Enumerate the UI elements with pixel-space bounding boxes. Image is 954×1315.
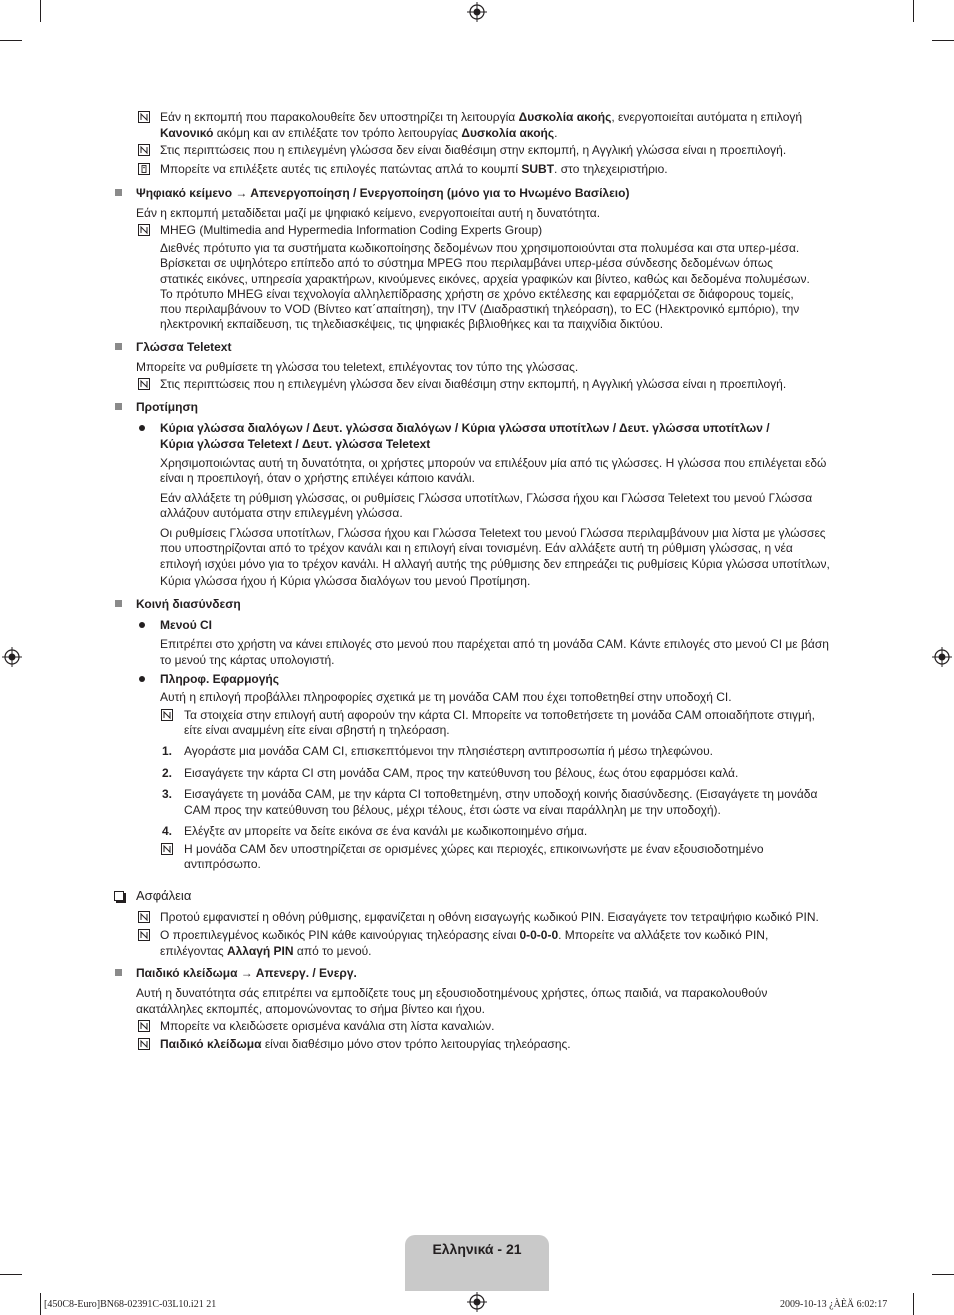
section-heading: Προτίμηση [136, 400, 198, 414]
text-line: Η μονάδα CAM δεν υποστηρίζεται σε ορισμένες χώρες και περιοχές, επικοινωνήστε με έναν εξουσιοδοτημένο [184, 842, 764, 856]
text-line: που υποστηρίζονται από το τρέχον κανάλι και η επιλογή είναι τονισμένη. Εάν αλλάξετε αυτή τη ρύθμιση γλώσσας, η νέα [160, 541, 793, 555]
crop-mark [0, 1274, 22, 1275]
text-line: Αυτή η επιλογή προβάλλει πληροφορίες σχετικά με τη μονάδα CAM που έχει τοποθετηθεί στην υποδοχή CI. [160, 690, 732, 704]
square-bullet [115, 189, 122, 196]
crop-mark [913, 1293, 914, 1315]
round-bullet [139, 425, 145, 431]
crop-mark [932, 40, 954, 41]
note-icon [161, 843, 173, 855]
text-line: Εάν αλλάξετε τη ρύθμιση γλώσσας, οι ρυθμίσεις Γλώσσα υποτίτλων, Γλώσσα ήχου και Γλώσσα Teletext του μενού Γλώσσα [160, 491, 813, 505]
text-line: επιλογή ισχύει μόνο για το τρέχον κανάλι. Η αλλαγή αυτής της ρύθμισης δεν επηρεάζει τις ρυθμίσεις Κύρια γλώσσα υποτίτλων, [160, 557, 830, 571]
text-line: αλλάζουν αυτόματα στην επιλεγμένη γλώσσα. [160, 506, 403, 520]
square-bullet [115, 403, 122, 410]
note-icon [138, 1038, 150, 1050]
text-line: το μενού της κάρτας υπολογιστή. [160, 653, 335, 667]
step-number: 1. [162, 744, 173, 758]
text-line: Μπορείτε να ρυθμίσετε τη γλώσσα του teletext, επιλέγοντας τον τύπο της γλώσσας. [136, 360, 579, 374]
text-line: που περιλαμβάνουν το VOD (Βίντεο κατ΄απαίτηση), την ITV (Διαδραστική τηλεόραση), το EC (Ηλεκτρονικό εμπόριο), την [160, 302, 800, 316]
section-heading: Κοινή διασύνδεση [136, 597, 241, 611]
crop-mark [40, 1293, 41, 1315]
text-line: MHEG (Multimedia and Hypermedia Information Coding Experts Group) [160, 223, 543, 237]
note-icon [138, 224, 150, 236]
registration-mark-icon [467, 2, 487, 22]
round-bullet [139, 622, 145, 628]
section-title: Ασφάλεια [136, 888, 192, 903]
square-bullet [115, 969, 122, 976]
text-line: Πληροφ. Εφαρμογής [160, 672, 279, 686]
text-line: Μενού CI [160, 618, 213, 632]
text-line: Εισαγάγετε την κάρτα CI στη μονάδα CAM, προς την κατεύθυνση του βέλους, έως ότου εφαρμόσει καλά. [184, 766, 739, 780]
registration-mark-icon [467, 1292, 487, 1312]
text-line: αντιπρόσωπο. [184, 857, 261, 871]
text-line: Οι ρυθμίσεις Γλώσσα υποτίτλων, Γλώσσα ήχου και Γλώσσα Teletext του μενού Γλώσσα περιλαμβάνουν μια λίστα με γλώσσες [160, 526, 826, 540]
text-line: Κανονικό ακόμη και αν επιλέξατε τον τρόπο λειτουργίας Δυσκολία ακοής. [160, 126, 558, 140]
registration-mark-icon [2, 647, 22, 667]
step-number: 4. [162, 824, 173, 838]
text-line: ηλεκτρονική εκπαίδευση, τις τηλεδιασκέψεις, τις ψηφιακές βιβλιοθήκες και τα παιχνίδια δικτύου. [160, 317, 664, 331]
file-info: [450C8-Euro]BN68-02391C-03L10.i21 21 [44, 1299, 217, 1310]
note-icon [138, 929, 150, 941]
section-checkbox-icon [114, 891, 124, 901]
section-heading: Γλώσσα Teletext [136, 340, 232, 354]
note-icon [138, 378, 150, 390]
square-bullet [115, 343, 122, 350]
crop-mark [932, 1274, 954, 1275]
page-number-label: Ελληνικά - 21 [432, 1241, 522, 1257]
section-heading: Παιδικό κλείδωμα → Απενεργ. / Ενεργ. [136, 966, 357, 980]
text-line: Μπορείτε να κλειδώσετε ορισμένα κανάλια στη λίστα καναλιών. [160, 1019, 495, 1033]
text-line: Εάν η εκπομπή που παρακολουθείτε δεν υποστηρίζει τη λειτουργία Δυσκολία ακοής, ενεργοποιείται αυτόματα η επιλογή [160, 110, 803, 124]
section-heading: Ψηφιακό κείμενο → Απενεργοποίηση / Ενεργοποίηση (μόνο για το Ηνωμένο Βασίλειο) [136, 186, 630, 200]
note-icon [138, 911, 150, 923]
text-line: Αγοράστε μια μονάδα CAM CI, επισκεπτόμενοι την πλησιέστερη αντιπροσωπία ή μέσω τηλεφώνου. [184, 744, 713, 758]
crop-mark [913, 0, 914, 22]
text-line: Χρησιμοποιώντας αυτή τη δυνατότητα, οι χρήστες μπορούν να επιλέξουν μία από τις γλώσσες. Η γλώσσα που επιλέγεται εδώ [160, 456, 827, 470]
text-line: Επιτρέπει στο χρήστη να κάνει επιλογές στο μενού που παρέχεται από τη μονάδα CAM. Κάντε επιλογές στο μενού CI με βάση [160, 637, 829, 651]
text-line: Κύρια γλώσσα διαλόγων / Δευτ. γλώσσα διαλόγων / Κύρια γλώσσα υποτίτλων / Δευτ. γλώσσα υποτίτλων / [160, 421, 770, 435]
text-line: Κύρια γλώσσα ήχου ή Κύρια γλώσσα διαλόγων του μενού Προτίμηση. [160, 574, 531, 588]
text-line: επιλέγοντας Αλλαγή PIN από το μενού. [160, 944, 372, 958]
text-line: Κύρια γλώσσα Teletext / Δευτ. γλώσσα Teletext [160, 437, 431, 451]
text-line: Αυτή η δυνατότητα σάς επιτρέπει να εμποδίζετε τους μη εξουσιοδοτημένους χρήστες, όπως παιδιά, να παρακολουθούν [136, 986, 768, 1000]
text-line: Παιδικό κλείδωμα είναι διαθέσιμο μόνο στον τρόπο λειτουργίας τηλεόρασης. [160, 1037, 571, 1051]
text-line: Προτού εμφανιστεί η οθόνη ρύθμισης, εμφανίζεται η οθόνη εισαγωγής κωδικού PIN. Εισαγάγετε τον τετραψήφιο κωδικό PIN. [160, 910, 819, 924]
note-icon [138, 1020, 150, 1032]
text-line: είναι η προεπιλογή, όταν ο χρήστης επιλέγει κάποιο κανάλι. [160, 471, 475, 485]
text-line: CAM προς την κατεύθυνση του βέλους, μέχρι τέλους, έτσι ώστε να είναι παράλληλη με την υποδοχή). [184, 803, 721, 817]
text-line: είτε είναι αναμμένη είτε είναι σβηστή η τηλεόραση. [184, 723, 450, 737]
crop-mark [0, 40, 22, 41]
text-line: Βρίσκεται σε υψηλότερο επίπεδο από το σύστημα MPEG που περιλαμβάνει υπερ-μέσα σύνδεσης δεδομένων όπως [160, 256, 773, 270]
text-line: Στις περιπτώσεις που η επιλεγμένη γλώσσα δεν είναι διαθέσιμη στην εκπομπή, η Αγγλική γλώσσα είναι η προεπιλογή. [160, 377, 787, 391]
text-line: Ο προεπιλεγμένος κωδικός PIN κάθε καινούργιας τηλεόρασης είναι 0-0-0-0. Μπορείτε να αλλάξετε τον κωδικό PIN, [160, 928, 769, 942]
print-timestamp: 2009-10-13 ¿ÀÈÄ 6:02:17 [780, 1299, 888, 1310]
note-icon [138, 144, 150, 156]
text-line: Διεθνές πρότυπο για τα συστήματα κωδικοποίησης δεδομένων που χρησιμοποιούνται στα πολυμέσα και στα υπερ-μέσα. [160, 241, 800, 255]
text-line: Μπορείτε να επιλέξετε αυτές τις επιλογές πατώντας απλά το κουμπί SUBT. στο τηλεχειριστήριο. [160, 162, 668, 176]
remote-icon [138, 163, 150, 175]
registration-mark-icon [932, 647, 952, 667]
text-line: Εισαγάγετε τη μονάδα CAM, με την κάρτα CI τοποθετημένη, στην υποδοχή κοινής διασύνδεσης. (Εισαγάγετε τη μονάδα [184, 787, 818, 801]
note-icon [138, 111, 150, 123]
text-line: Εάν η εκπομπή μεταδίδεται μαζί με ψηφιακό κείμενο, ενεργοποιείται αυτή η δυνατότητα. [136, 206, 601, 220]
text-line: Τα στοιχεία στην επιλογή αυτή αφορούν την κάρτα CI. Μπορείτε να τοποθετήσετε τη μονάδα CAM οποιαδήποτε στιγμή, [184, 708, 815, 722]
square-bullet [115, 600, 122, 607]
step-number: 2. [162, 766, 173, 780]
text-line: ακατάλληλες εκπομπές, απομονώνοντας το σήμα βίντεο και ήχου. [136, 1002, 486, 1016]
crop-mark [40, 0, 41, 22]
note-icon [161, 709, 173, 721]
text-line: Το πρότυπο MHEG είναι τεχνολογία αλληλεπίδρασης χρήστη σε χρόνο εκτέλεσης και εφαρμόζεται σε διάφορους τομείς, [160, 287, 794, 301]
step-number: 3. [162, 787, 173, 801]
text-line: Ελέγξτε αν μπορείτε να δείτε εικόνα σε ένα κανάλι με κωδικοποιημένο σήμα. [184, 824, 588, 838]
text-line: Στις περιπτώσεις που η επιλεγμένη γλώσσα δεν είναι διαθέσιμη στην εκπομπή, η Αγγλική γλώσσα είναι η προεπιλογή. [160, 143, 787, 157]
round-bullet [139, 676, 145, 682]
text-line: στατικές εικόνες, υπηρεσία χαρακτήρων, κινούμενες εικόνες, αρχεία γραφικών και βίντεο, καθώς και δεδομένα πολυμέσων. [160, 272, 810, 286]
